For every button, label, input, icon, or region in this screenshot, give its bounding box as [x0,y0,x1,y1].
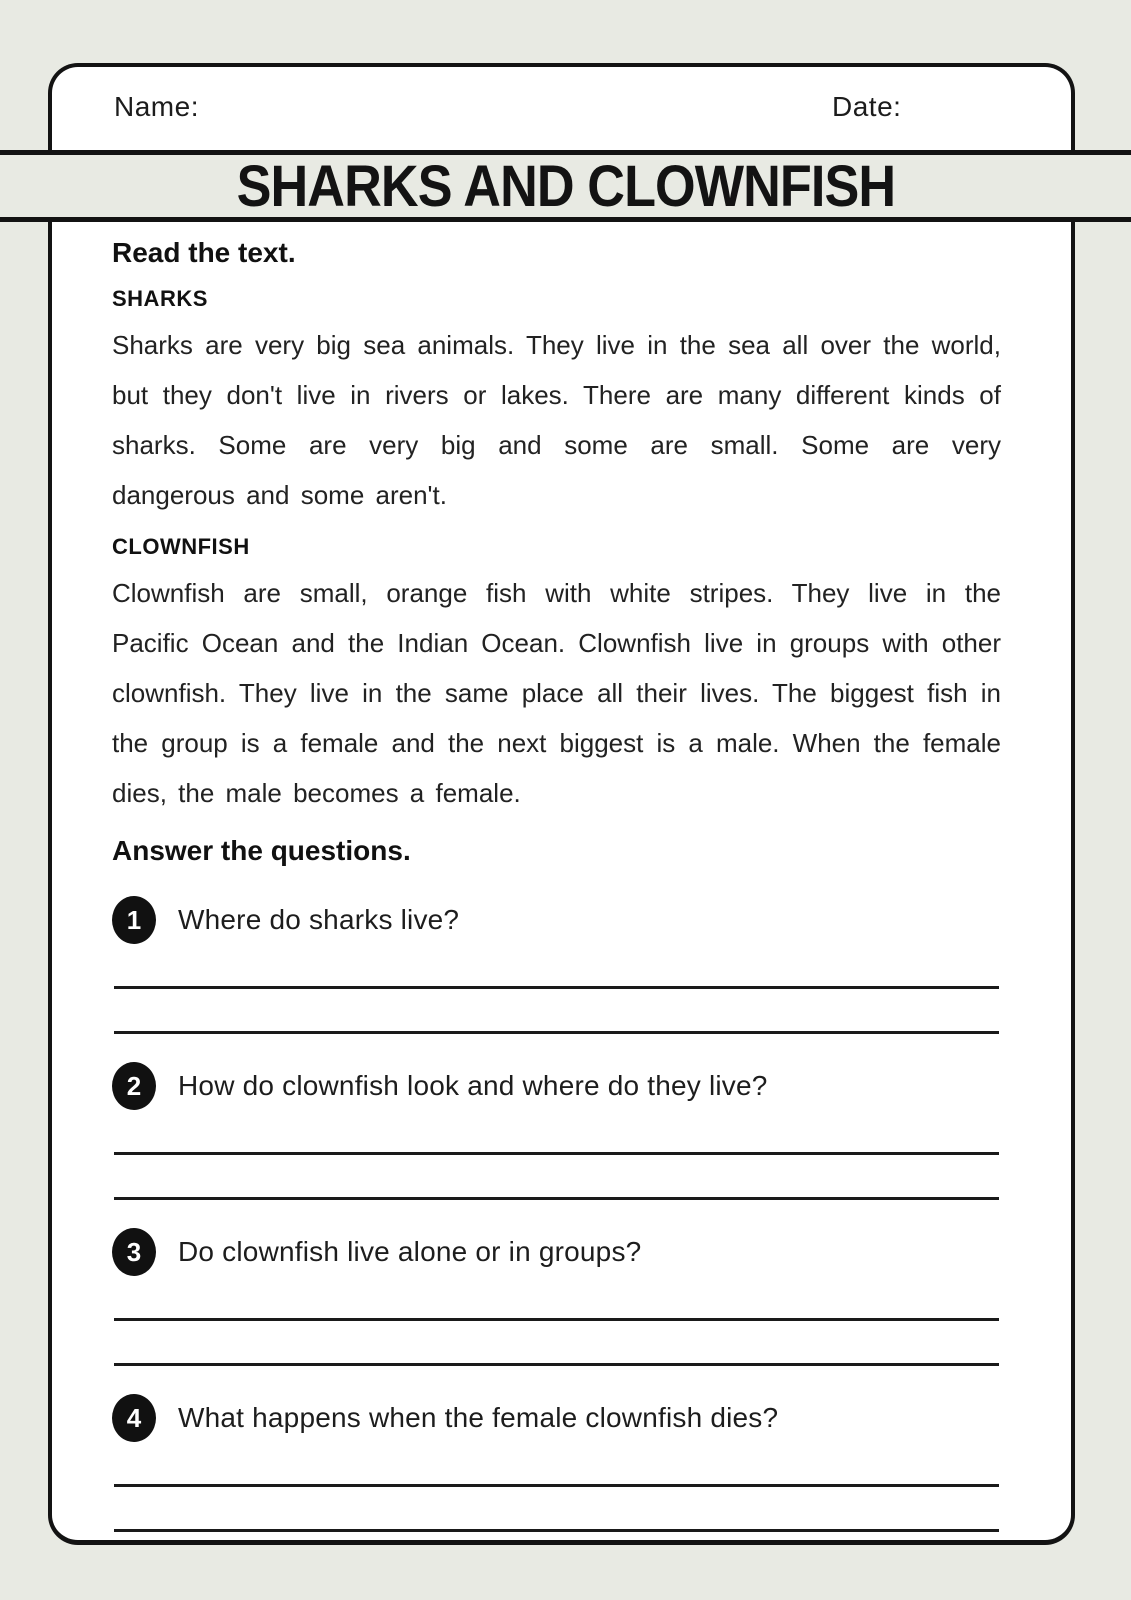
name-field[interactable] [212,87,752,127]
question-row [112,1394,1001,1442]
clownfish-paragraph: Clownfish are small, orange fish with white stripes. They live in the Pacific Ocean and the Indian Ocean. Clownfish live in groups with other clownfish. They live in the same place all their lives. The biggest fish in the group is a female and the next biggest is a male. When the female dies, the male becomes a female. [112,578,1001,808]
answer-line[interactable] [114,986,999,989]
answer-instruction: Answer the questions. [112,835,411,866]
question-text: How do clownfish look and where do they live? [178,1070,768,1101]
question-block-4 [112,1394,1001,1532]
page-title: SHARKS AND CLOWNFISH [236,153,895,219]
answer-line[interactable] [114,1197,999,1200]
sharks-paragraph: Sharks are very big sea animals. They live in the sea all over the world, but they don't live in rivers or lakes. There are many different kinds of sharks. Some are very big and some are small. Some are very dangerous and some aren't. [112,330,1001,510]
date-label: Date: [832,91,902,122]
question-text: Do clownfish live alone or in groups? [178,1236,642,1267]
question-number-badge: 3 [112,1228,156,1276]
name-label: Name: [114,91,199,122]
question-number-badge: 2 [112,1062,156,1110]
question-row [112,1228,1001,1276]
answer-line[interactable] [114,1363,999,1366]
answer-line[interactable] [114,1152,999,1155]
question-block-3 [112,1228,1001,1366]
title-band [0,150,1131,222]
answer-line[interactable] [114,1529,999,1532]
date-field[interactable] [932,87,1102,127]
question-number-badge: 1 [112,896,156,944]
question-number-badge: 4 [112,1394,156,1442]
question-row [112,1062,1001,1110]
question-text: What happens when the female clownfish dies? [178,1402,779,1433]
answer-line[interactable] [114,1031,999,1034]
section-heading-sharks: SHARKS [112,286,208,311]
answer-line[interactable] [114,1484,999,1487]
name-date-box [48,63,1075,153]
question-block-1 [112,896,1001,1034]
answer-line[interactable] [114,1318,999,1321]
question-row [112,896,1001,944]
question-text: Where do sharks live? [178,904,460,935]
read-instruction: Read the text. [112,237,296,268]
question-block-2 [112,1062,1001,1200]
worksheet-card [48,222,1075,1545]
section-heading-clownfish: CLOWNFISH [112,534,250,559]
